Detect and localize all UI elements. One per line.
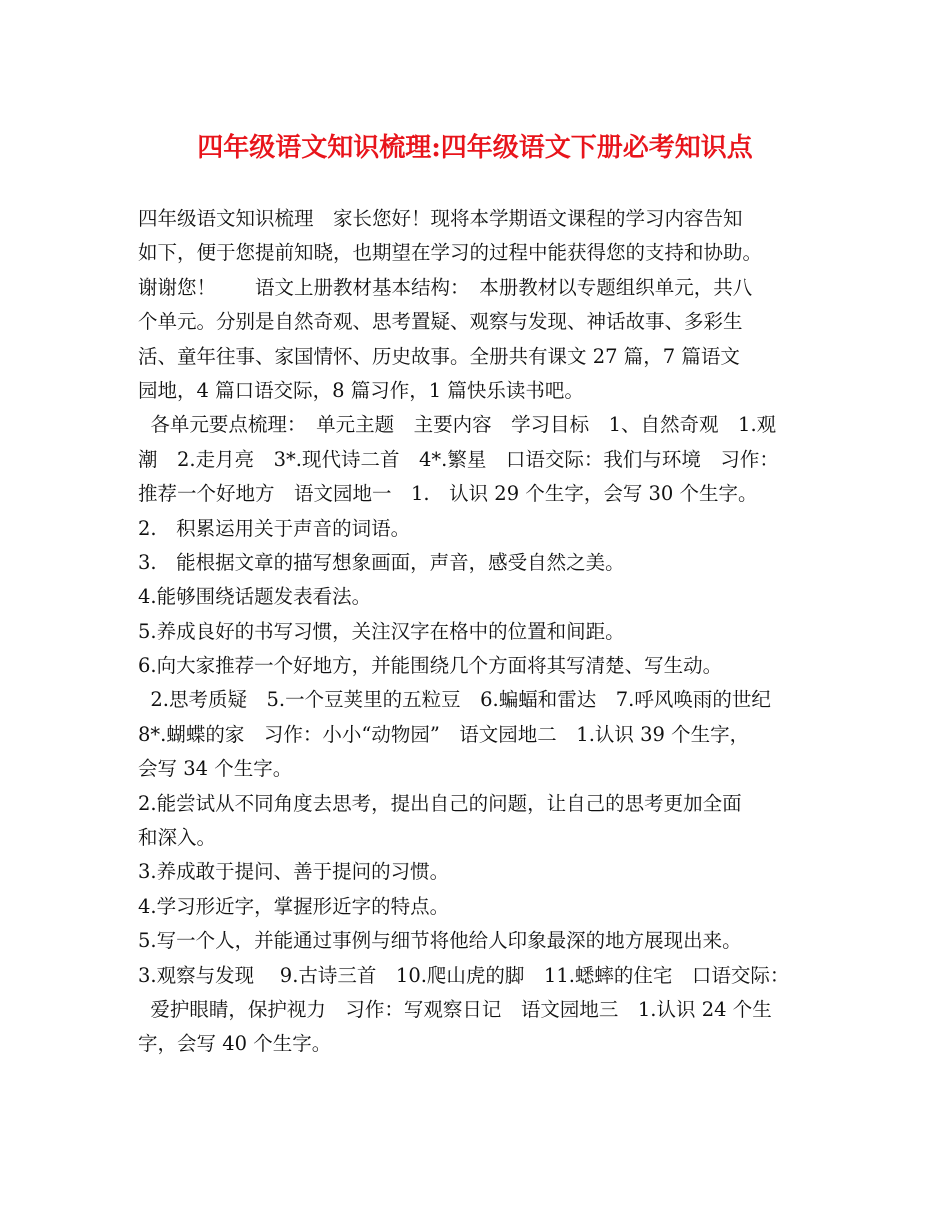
document-title: 四年级语文知识梳理:四年级语文下册必考知识点	[197, 133, 753, 163]
body-line: 推荐一个好地方 语文园地一 1. 认识 29 个生字，会写 30 个生字。	[138, 482, 758, 506]
body-line: 活、童年往事、家国情怀、历史故事。全册共有课文 27 篇，7 篇语文	[138, 344, 740, 368]
body-line: 字，会写 40 个生字。	[138, 1032, 332, 1056]
body-line: 四年级语文知识梳理 家长您好！现将本学期语文课程的学习内容告知	[138, 207, 743, 230]
body-line: 5.写一个人，并能通过事例与细节将他给人印象最深的地方展现出来。	[138, 929, 742, 953]
body-line: 和深入。	[138, 826, 217, 850]
body-line: 个单元。分别是自然奇观、思考置疑、观察与发现、神话故事、多彩生	[138, 310, 743, 334]
document-body	[138, 202, 818, 1062]
body-line: 各单元要点梳理： 单元主题 主要内容 学习目标 1、自然奇观 1.观	[138, 413, 777, 437]
body-line: 潮 2.走月亮 3*.现代诗二首 4*.繁星 口语交际：我们与环境 习作：	[138, 447, 779, 471]
body-line: 会写 34 个生字。	[138, 757, 293, 781]
body-line: 4.能够围绕话题发表看法。	[138, 585, 372, 609]
body-line: 爱护眼睛，保护视力 习作：写观察日记 语文园地三 1.认识 24 个生	[138, 997, 772, 1021]
body-line: 5.养成良好的书写习惯，关注汉字在格中的位置和间距。	[138, 619, 625, 643]
body-line: 如下，便于您提前知晓，也期望在学习的过程中能获得您的支持和协助。	[138, 241, 763, 265]
body-line: 3.养成敢于提问、善于提问的习惯。	[138, 860, 450, 884]
body-line: 8*.蝴蝶的家 习作：小小“动物园” 语文园地二 1.认识 39 个生字，	[138, 722, 750, 746]
body-line: 3.观察与发现 9.古诗三首 10.爬山虎的脚 11.蟋蟀的住宅 口语交际：	[138, 963, 790, 987]
body-line: 4.学习形近字，掌握形近字的特点。	[138, 894, 450, 918]
body-line: 2.思考质疑 5.一个豆荚里的五粒豆 6.蝙蝠和雷达 7.呼风唤雨的世纪	[138, 688, 771, 712]
body-line: 2. 积累运用关于声音的词语。	[138, 516, 411, 540]
body-line: 6.向大家推荐一个好地方，并能围绕几个方面将其写清楚、写生动。	[138, 654, 723, 678]
body-line: 园地，4 篇口语交际，8 篇习作，1 篇快乐读书吧。	[138, 378, 584, 402]
body-line: 3. 能根据文章的描写想象画面，声音，感受自然之美。	[138, 550, 625, 574]
body-line: 谢谢您！ 语文上册教材基本结构： 本册教材以专题组织单元，共八	[138, 275, 753, 299]
body-line: 2.能尝试从不同角度去思考，提出自己的问题，让自己的思考更加全面	[138, 791, 742, 815]
